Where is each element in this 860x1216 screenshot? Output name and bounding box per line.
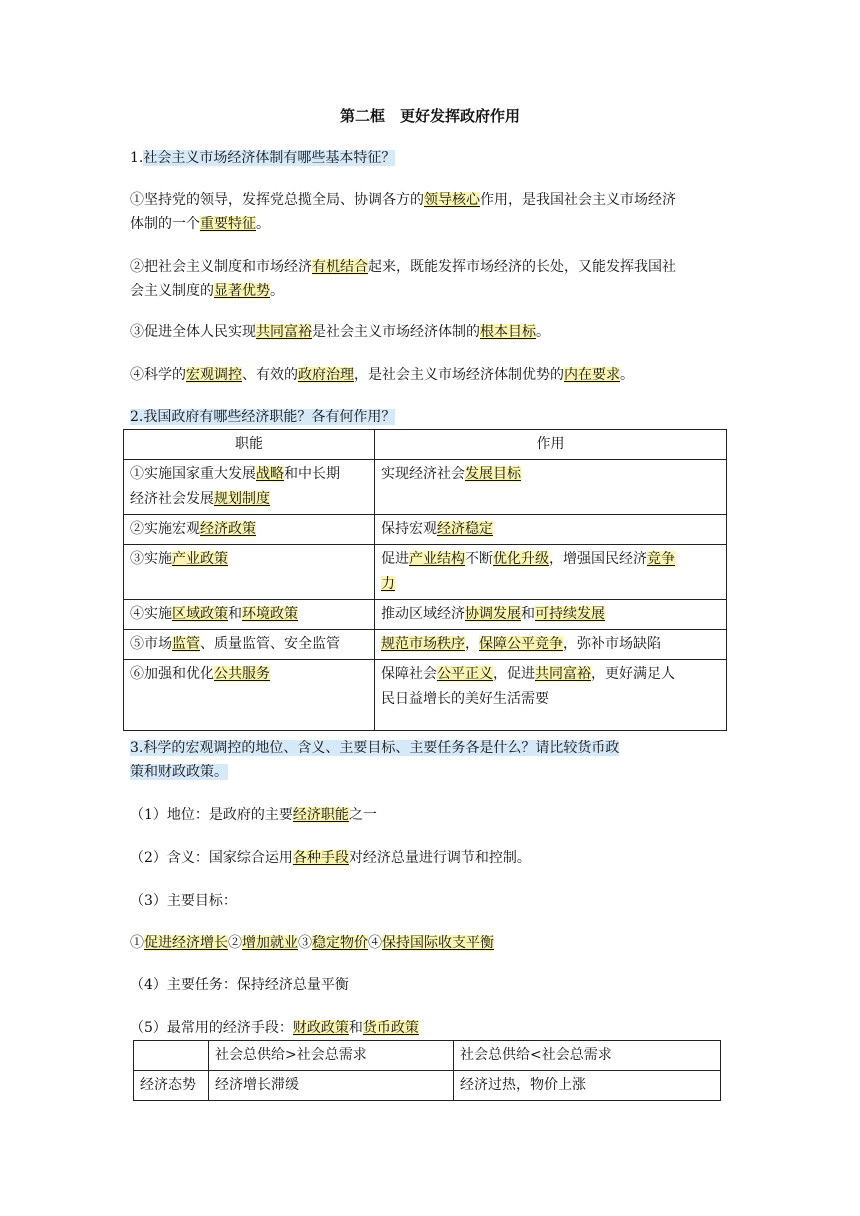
keyword: 稳定物价 <box>312 935 368 951</box>
keyword: 发展目标 <box>465 466 521 482</box>
section-3: （3）主要目标： <box>130 893 237 909</box>
question-text: 社会主义市场经济体制有哪些基本特征？ <box>143 150 396 166</box>
role-cell <box>375 630 727 660</box>
answer-4 <box>130 363 730 387</box>
answer-1-line-1 <box>130 188 730 212</box>
text: 保障社会 <box>381 666 437 682</box>
keyword: 内在要求 <box>564 367 620 383</box>
table-row <box>124 660 727 731</box>
keyword: 各种手段 <box>292 850 349 866</box>
keyword: 规划制度 <box>214 491 270 507</box>
keyword: 促进经济增长 <box>144 935 228 951</box>
text: 。 <box>620 367 634 383</box>
function-cell <box>124 545 375 600</box>
header-cell: 作用 <box>375 430 727 460</box>
keyword: 优化升级 <box>493 551 549 567</box>
keyword: 货币政策 <box>362 1020 419 1036</box>
keyword: 竞争 <box>647 551 675 567</box>
table-header-row <box>134 1041 721 1071</box>
keyword: 经济政策 <box>200 521 256 537</box>
keyword: 领导核心 <box>424 192 480 208</box>
text: 不断 <box>465 551 493 567</box>
text: （2）含义：国家综合运用 <box>130 850 293 866</box>
text: 和 <box>348 1020 363 1036</box>
keyword: 经济职能 <box>292 807 349 823</box>
question-text: 2.我国政府有哪些经济职能？各有何作用？ <box>130 409 396 425</box>
keyword: 力 <box>381 576 395 592</box>
text: 起来，既能发挥市场经济的长处，又能发挥我国社 <box>368 259 676 275</box>
question-text: 3.科学的宏观调控的地位、含义、主要目标、主要任务各是什么？请比较货币政 <box>130 740 620 756</box>
text: ⑤市场 <box>130 636 172 652</box>
keyword: 有机结合 <box>312 259 368 275</box>
table-header-row <box>124 430 727 460</box>
text: ②把社会主义制度和市场经济 <box>130 259 312 275</box>
keyword: 显著优势 <box>214 283 270 299</box>
text: 作用，是我国社会主义市场经济 <box>480 192 676 208</box>
question-3-line-2 <box>130 760 730 784</box>
keyword: 增加就业 <box>242 935 298 951</box>
text: 是社会主义市场经济体制的 <box>312 324 480 340</box>
empty-cell <box>134 1041 209 1071</box>
text: ，增强国民经济 <box>549 551 647 567</box>
role-cell <box>375 515 727 545</box>
text: 保持宏观 <box>381 521 437 537</box>
table-row <box>124 630 727 660</box>
keyword: 规范市场秩序 <box>381 636 465 652</box>
text: 对经济总量进行调节和控制。 <box>348 850 531 866</box>
function-cell <box>124 600 375 630</box>
text: ③促进全体人民实现 <box>130 324 256 340</box>
keyword: 产业政策 <box>172 551 228 567</box>
keyword: 财政政策 <box>292 1020 349 1036</box>
function-cell <box>124 460 375 515</box>
text: 促进 <box>381 551 409 567</box>
table-cell: 经济过热，物价上涨 <box>454 1071 721 1101</box>
text: 和 <box>228 606 242 622</box>
answer-1-line-2 <box>130 212 730 236</box>
keyword: 保持国际收支平衡 <box>382 935 494 951</box>
keyword: 经济稳定 <box>437 521 493 537</box>
function-cell <box>124 630 375 660</box>
text: ④ <box>368 935 382 951</box>
page-title: 第二框 更好发挥政府作用 <box>339 107 520 125</box>
keyword: 共同富裕 <box>256 324 312 340</box>
text: ①实施国家重大发展 <box>130 466 256 482</box>
text: ，促进 <box>493 666 535 682</box>
keyword: 区域政策 <box>172 606 228 622</box>
answer-3 <box>130 320 730 344</box>
question-text: 策和财政政策。 <box>130 764 228 780</box>
text: 、有效的 <box>242 367 298 383</box>
text: 和 <box>521 606 535 622</box>
text: ③ <box>298 935 312 951</box>
keyword: 监管 <box>172 636 200 652</box>
text: ③实施 <box>130 551 172 567</box>
text: ②实施宏观 <box>130 521 200 537</box>
section-1 <box>130 803 730 827</box>
section-4: （4）主要任务：保持经济总量平衡 <box>130 977 349 993</box>
text: 和中长期 <box>284 466 340 482</box>
table-row <box>134 1071 721 1101</box>
function-cell <box>124 660 375 731</box>
text: ④科学的 <box>130 367 186 383</box>
keyword: 协调发展 <box>465 606 521 622</box>
text: 。 <box>256 216 270 232</box>
table-row <box>124 460 727 515</box>
text: 。 <box>536 324 550 340</box>
section-2 <box>130 846 730 870</box>
text: 经济社会发展 <box>130 491 214 507</box>
text: （1）地位：是政府的主要 <box>130 807 293 823</box>
keyword: 保障公平竞争 <box>479 636 563 652</box>
question-number: 1. <box>130 150 144 166</box>
functions-table <box>123 429 727 731</box>
answer-2-line-2 <box>130 279 730 303</box>
keyword: 宏观调控 <box>186 367 242 383</box>
text: ，弥补市场缺陷 <box>563 636 661 652</box>
text: ① <box>130 935 144 951</box>
keyword: 重要特征 <box>200 216 256 232</box>
text: ，是社会主义市场经济体制优势的 <box>354 367 564 383</box>
table-row <box>124 515 727 545</box>
keyword: 共同富裕 <box>535 666 591 682</box>
question-2 <box>130 405 730 429</box>
keyword: 公共服务 <box>214 666 270 682</box>
keyword: 根本目标 <box>480 324 536 340</box>
row-label: 经济态势 <box>134 1071 209 1101</box>
question-3-line-1 <box>130 736 730 760</box>
header-cell: 社会总供给>社会总需求 <box>209 1041 454 1071</box>
header-cell: 职能 <box>124 430 375 460</box>
text: ② <box>228 935 242 951</box>
text: ①坚持党的领导，发挥党总揽全局、协调各方的 <box>130 192 424 208</box>
table-row <box>124 545 727 600</box>
text: ④实施 <box>130 606 172 622</box>
header-cell: 社会总供给<社会总需求 <box>454 1041 721 1071</box>
text: 民日益增长的美好生活需要 <box>381 691 549 707</box>
role-cell <box>375 660 727 731</box>
text: 实现经济社会 <box>381 466 465 482</box>
keyword: 可持续发展 <box>535 606 605 622</box>
question-1 <box>130 146 730 170</box>
table-row <box>124 600 727 630</box>
policy-table <box>133 1040 721 1101</box>
keyword: 环境政策 <box>242 606 298 622</box>
text: 会主义制度的 <box>130 283 214 299</box>
function-cell <box>124 515 375 545</box>
text: ⑥加强和优化 <box>130 666 214 682</box>
answer-2-line-1 <box>130 255 730 279</box>
text: 。 <box>270 283 284 299</box>
text: ，更好满足人 <box>591 666 675 682</box>
text: 之一 <box>348 807 377 823</box>
keyword: 政府治理 <box>298 367 354 383</box>
role-cell <box>375 545 727 600</box>
text: （5）最常用的经济手段： <box>130 1020 293 1036</box>
text: 、质量监管、安全监管 <box>200 636 340 652</box>
text: 推动区域经济 <box>381 606 465 622</box>
keyword: 战略 <box>256 466 284 482</box>
goals-line <box>130 931 730 955</box>
role-cell <box>375 460 727 515</box>
text: ， <box>465 636 479 652</box>
text: 体制的一个 <box>130 216 200 232</box>
section-5 <box>130 1016 730 1040</box>
keyword: 公平正义 <box>437 666 493 682</box>
table-cell: 经济增长滞缓 <box>209 1071 454 1101</box>
role-cell <box>375 600 727 630</box>
keyword: 产业结构 <box>409 551 465 567</box>
